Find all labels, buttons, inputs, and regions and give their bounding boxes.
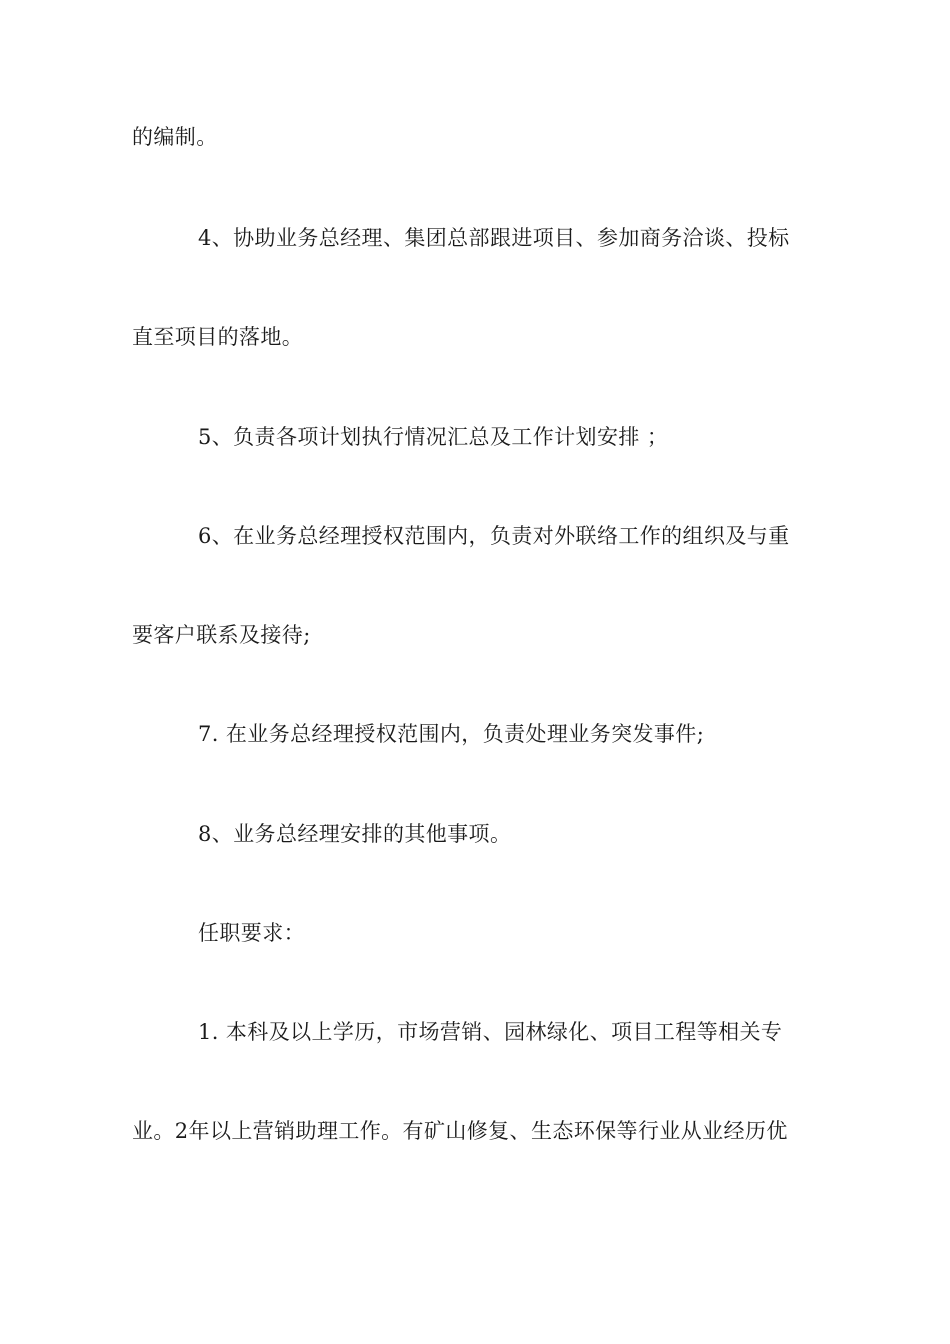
text-line-11: 业。2年以上营销助理工作。有矿山修复、生态环保等行业从业经历优 xyxy=(132,1119,788,1143)
text-line-6: 要客户联系及接待; xyxy=(132,623,311,647)
text-line-3: 直至项目的落地。 xyxy=(132,325,304,349)
text-line-2: 4、协助业务总经理、集团总部跟进项目、参加商务洽谈、投标 xyxy=(198,226,790,250)
text-line-9: 任职要求： xyxy=(198,921,305,945)
text-line-10: 1. 本科及以上学历，市场营销、园林绿化、项目工程等相关专 xyxy=(198,1020,783,1044)
text-line-7: 7. 在业务总经理授权范围内，负责处理业务突发事件; xyxy=(198,722,705,746)
text-line-8: 8、业务总经理安排的其他事项。 xyxy=(198,822,512,846)
text-line-4: 5、负责各项计划执行情况汇总及工作计划安排 ； xyxy=(198,425,669,449)
text-line-5: 6、在业务总经理授权范围内，负责对外联络工作的组织及与重 xyxy=(198,524,790,548)
text-line-1: 的编制。 xyxy=(132,125,218,149)
